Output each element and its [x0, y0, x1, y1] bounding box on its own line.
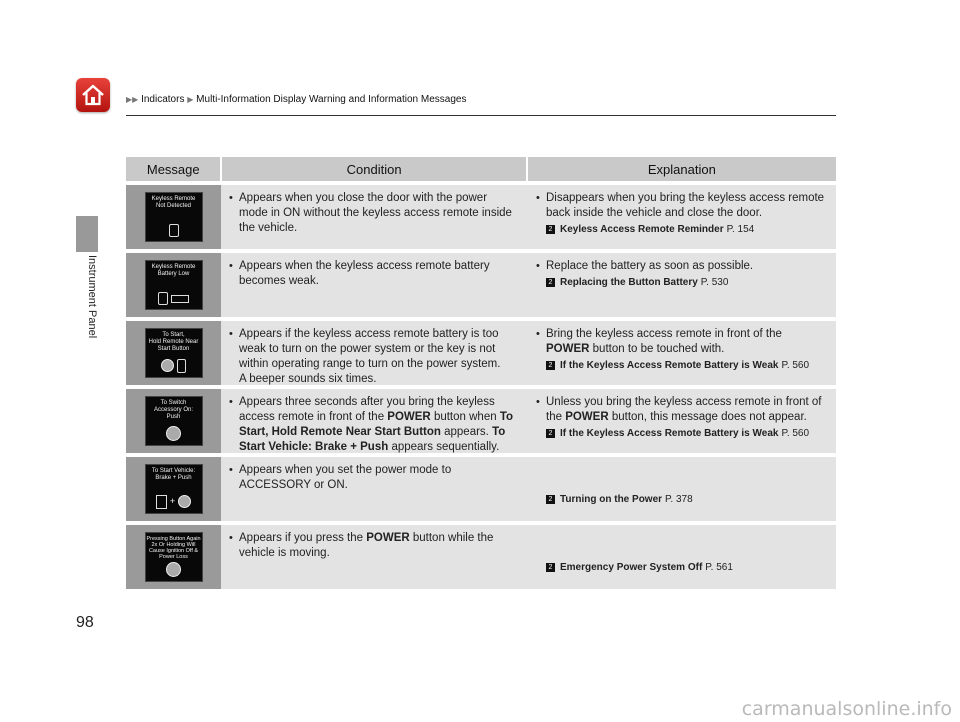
- section-label: Instrument Panel: [86, 255, 98, 339]
- text-segment: Appears if you press the: [239, 532, 367, 544]
- battery-icon: [171, 295, 189, 303]
- header-rule: [126, 115, 836, 116]
- home-button[interactable]: [76, 78, 110, 112]
- page-reference[interactable]: [536, 532, 828, 575]
- page-reference[interactable]: [536, 358, 828, 373]
- display-screen: [145, 464, 203, 514]
- page-reference[interactable]: [536, 222, 828, 237]
- table-row: [126, 389, 836, 453]
- plus-icon: +: [169, 496, 176, 506]
- message-image: [126, 321, 221, 385]
- text-segment: button when: [430, 411, 500, 423]
- reference-arrow-icon: 2: [546, 495, 555, 504]
- messages-table: [126, 157, 836, 589]
- display-screen: [145, 328, 203, 378]
- table-row: [126, 253, 836, 317]
- screen-text: To Switch Accessory On: Push: [153, 400, 193, 420]
- message-name: To Start, Hold Remote Near Start Button: [239, 411, 514, 438]
- breadcrumb-item-indicators[interactable]: Indicators: [141, 94, 185, 105]
- condition-text: Appears when you set the power mode to ACCESSORY or ON.: [239, 464, 452, 491]
- breadcrumb-item-current: Multi-Information Display Warning and Information Messages: [196, 94, 467, 105]
- bullet-icon: •: [229, 260, 233, 272]
- reference-arrow-icon: 2: [546, 361, 555, 370]
- page-number: 98: [76, 614, 94, 631]
- fob-icon: [177, 359, 186, 373]
- bullet-icon: •: [536, 328, 540, 340]
- breadcrumb-arrow-icon: ▶: [187, 95, 194, 104]
- power-keyword: POWER: [387, 411, 431, 423]
- text-segment: Bring the keyless access remote in front of the: [546, 328, 782, 340]
- bullet-icon: •: [229, 464, 233, 476]
- watermark: carmanualsonline.info: [741, 698, 952, 720]
- bullet-icon: •: [229, 328, 233, 340]
- reference-page: P. 530: [700, 277, 729, 288]
- reference-title: Turning on the Power: [560, 494, 663, 505]
- display-screen: [145, 396, 203, 446]
- explanation-text: [546, 327, 828, 357]
- reference-page: P. 378: [665, 494, 693, 505]
- fob-icon: [158, 292, 168, 305]
- table-row: [126, 321, 836, 385]
- page-reference[interactable]: [536, 275, 828, 290]
- table-row: [126, 457, 836, 521]
- header-message: Message: [146, 161, 200, 177]
- start-button-icon: [178, 495, 191, 508]
- condition-text: Appears when the keyless access remote battery becomes weak.: [239, 260, 490, 287]
- reference-title: If the Keyless Access Remote Battery is Weak: [560, 428, 779, 439]
- reference-arrow-icon: 2: [546, 225, 555, 234]
- explanation-text: Replace the battery as soon as possible.: [546, 260, 754, 272]
- message-image: [126, 525, 221, 589]
- home-icon: [80, 82, 106, 108]
- screen-text: Keyless Remote Battery Low: [151, 264, 196, 277]
- reference-title: Emergency Power System Off: [560, 562, 703, 573]
- reference-page: P. 560: [781, 428, 810, 439]
- text-segment: button while the vehicle is moving.: [239, 532, 494, 559]
- bullet-icon: •: [229, 532, 233, 544]
- explanation-text: [546, 395, 828, 425]
- table-header: [126, 157, 836, 181]
- start-button-icon: [161, 359, 174, 372]
- message-image: [126, 185, 221, 249]
- screen-text: To Start Vehicle: Brake + Push: [151, 468, 196, 481]
- condition-text: [239, 395, 518, 455]
- bullet-icon: •: [536, 192, 540, 204]
- condition-text: [239, 531, 518, 561]
- text-segment: appears.: [440, 426, 493, 438]
- reference-page: P. 561: [705, 562, 733, 573]
- page-reference[interactable]: [536, 464, 828, 507]
- bullet-icon: •: [229, 396, 233, 408]
- page-reference[interactable]: [536, 426, 828, 441]
- table-row: [126, 525, 836, 589]
- header-condition: Condition: [220, 157, 525, 181]
- text-segment: Appears three seconds after you bring the keyless access remote in front of the: [239, 396, 495, 423]
- power-keyword: POWER: [546, 343, 590, 355]
- reference-page: P. 560: [781, 360, 810, 371]
- screen-text: Keyless Remote Not Detected: [151, 196, 196, 209]
- display-screen: [145, 532, 203, 582]
- display-screen: [145, 260, 203, 310]
- breadcrumb-arrow-icon: ▶▶: [126, 95, 139, 104]
- breadcrumb: [126, 94, 466, 105]
- message-image: [126, 457, 221, 521]
- reference-title: Keyless Access Remote Reminder: [560, 224, 724, 235]
- message-image: [126, 389, 221, 453]
- text-segment: button, this message does not appear.: [608, 411, 807, 423]
- bullet-icon: •: [229, 192, 233, 204]
- reference-title: If the Keyless Access Remote Battery is Weak: [560, 360, 779, 371]
- text-segment: Unless you bring the keyless access remote in front of the: [546, 396, 822, 423]
- text-segment: appears sequentially.: [388, 441, 500, 453]
- condition-text: Appears if the keyless access remote battery is too weak to turn on the power system or the key is not within operating range to turn on the power system. A beeper sounds six times.: [239, 328, 501, 385]
- header-explanation: Explanation: [526, 157, 836, 181]
- message-name: To Start Vehicle: Brake + Push: [239, 426, 506, 453]
- table-row: [126, 185, 836, 249]
- reference-arrow-icon: 2: [546, 429, 555, 438]
- bullet-icon: •: [536, 396, 540, 408]
- brake-pedal-icon: [156, 495, 167, 509]
- section-tab: [76, 216, 98, 252]
- reference-title: Replacing the Button Battery: [560, 277, 698, 288]
- reference-arrow-icon: 2: [546, 278, 555, 287]
- condition-text: Appears when you close the door with the power mode in ON without the keyless access remote inside the vehicle.: [239, 192, 512, 234]
- reference-arrow-icon: 2: [546, 563, 555, 572]
- fob-icon: [169, 224, 179, 237]
- text-segment: button to be touched with.: [589, 343, 725, 355]
- power-keyword: POWER: [366, 532, 410, 544]
- reference-page: P. 154: [726, 224, 755, 235]
- screen-text: To Start, Hold Remote Near Start Button: [148, 332, 199, 352]
- display-screen: [145, 192, 203, 242]
- power-keyword: POWER: [565, 411, 609, 423]
- start-button-icon: [166, 562, 181, 577]
- bullet-icon: •: [536, 260, 540, 272]
- message-image: [126, 253, 221, 317]
- start-button-icon: [166, 426, 181, 441]
- screen-text: Pressing Button Again 2x Or Holding Will Cause Ignition Off & Power Loss: [146, 536, 201, 560]
- explanation-text: Disappears when you bring the keyless access remote back inside the vehicle and close the door.: [546, 192, 825, 219]
